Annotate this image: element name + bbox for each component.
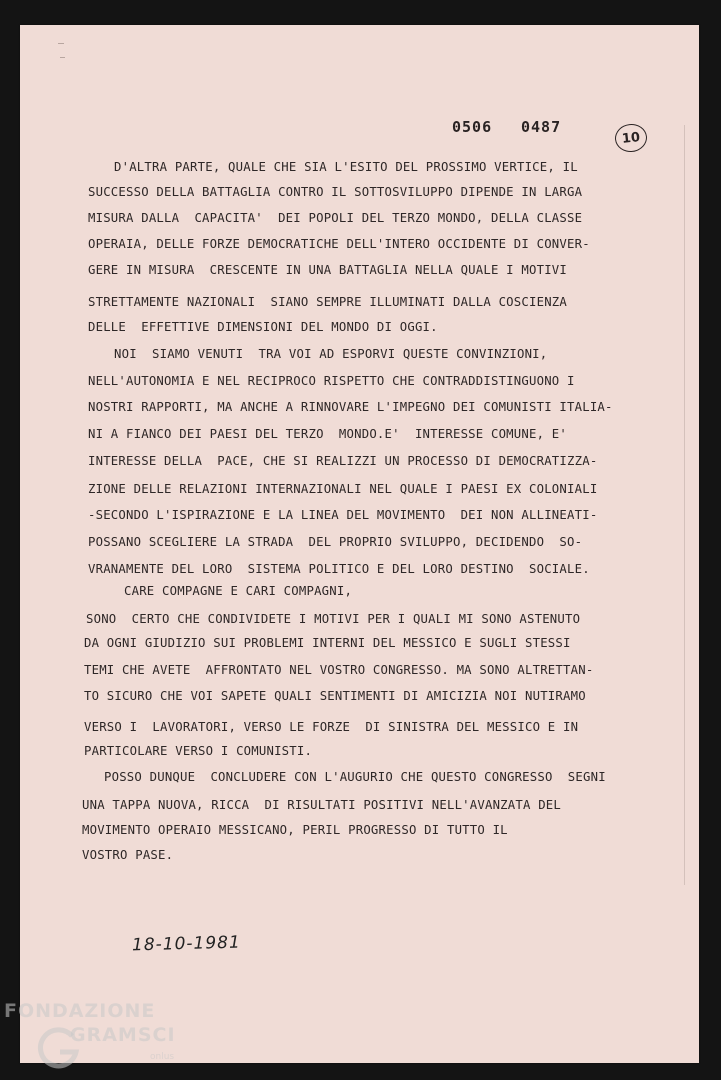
text-line: POSSO DUNQUE CONCLUDERE CON L'AUGURIO CHE QUESTO CONGRESSO SEGNI bbox=[104, 770, 606, 784]
text-line: NOI SIAMO VENUTI TRA VOI AD ESPORVI QUESTE CONVINZIONI, bbox=[114, 347, 548, 361]
text-line: VOSTRO PASE. bbox=[82, 848, 174, 862]
text-line: STRETTAMENTE NAZIONALI SIANO SEMPRE ILLUMINATI DALLA COSCIENZA bbox=[88, 295, 568, 309]
archive-code-left: 0506 bbox=[452, 118, 493, 136]
text-line: -SECONDO L'ISPIRAZIONE E LA LINEA DEL MOVIMENTO DEI NON ALLINEATI- bbox=[88, 508, 598, 522]
text-line: GERE IN MISURA CRESCENTE IN UNA BATTAGLIA NELLA QUALE I MOTIVI bbox=[88, 263, 568, 277]
text-line: POSSANO SCEGLIERE LA STRADA DEL PROPRIO SVILUPPO, DECIDENDO SO- bbox=[88, 535, 583, 549]
text-line: CARE COMPAGNE E CARI COMPAGNI, bbox=[124, 584, 353, 598]
text-line: SUCCESSO DELLA BATTAGLIA CONTRO IL SOTTOSVILUPPO DIPENDE IN LARGA bbox=[88, 185, 583, 199]
edge-mark bbox=[60, 57, 65, 58]
text-line: DA OGNI GIUDIZIO SUI PROBLEMI INTERNI DEL MESSICO E SUGLI STESSI bbox=[84, 636, 571, 650]
text-line: SONO CERTO CHE CONDIVIDETE I MOTIVI PER I QUALI MI SONO ASTENUTO bbox=[86, 612, 581, 626]
watermark-text: GRAMSCI bbox=[70, 1024, 176, 1046]
text-line: VERSO I LAVORATORI, VERSO LE FORZE DI SINISTRA DEL MESSICO E IN bbox=[84, 720, 579, 734]
text-line: DELLE EFFETTIVE DIMENSIONI DEL MONDO DI OGGI. bbox=[88, 320, 438, 334]
watermark-text: FONDAZIONE bbox=[4, 1000, 156, 1022]
text-line: VRANAMENTE DEL LORO SISTEMA POLITICO E DEL LORO DESTINO SOCIALE. bbox=[88, 562, 590, 576]
text-line: ZIONE DELLE RELAZIONI INTERNAZIONALI NEL QUALE I PAESI EX COLONIALI bbox=[88, 482, 598, 496]
circled-page-number: 10 bbox=[614, 122, 649, 153]
text-line: NI A FIANCO DEI PAESI DEL TERZO MONDO.E' INTERESSE COMUNE, E' bbox=[88, 427, 568, 441]
text-line: PARTICOLARE VERSO I COMUNISTI. bbox=[84, 744, 313, 758]
text-line: D'ALTRA PARTE, QUALE CHE SIA L'ESITO DEL PROSSIMO VERTICE, IL bbox=[114, 160, 578, 174]
text-line: NOSTRI RAPPORTI, MA ANCHE A RINNOVARE L'IMPEGNO DEI COMUNISTI ITALIA- bbox=[88, 400, 613, 414]
document-page bbox=[20, 25, 699, 1063]
text-line: MOVIMENTO OPERAIO MESSICANO, PERIL PROGRESSO DI TUTTO IL bbox=[82, 823, 508, 837]
text-line: UNA TAPPA NUOVA, RICCA DI RISULTATI POSITIVI NELL'AVANZATA DEL bbox=[82, 798, 562, 812]
text-line: OPERAIA, DELLE FORZE DEMOCRATICHE DELL'INTERO OCCIDENTE DI CONVER- bbox=[88, 237, 590, 251]
text-line: TEMI CHE AVETE AFFRONTATO NEL VOSTRO CONGRESSO. MA SONO ALTRETTAN- bbox=[84, 663, 594, 677]
watermark-text: onlus bbox=[150, 1052, 175, 1062]
text-line: NELL'AUTONOMIA E NEL RECIPROCO RISPETTO CHE CONTRADDISTINGUONO I bbox=[88, 374, 575, 388]
archive-code-right: 0487 bbox=[521, 118, 562, 136]
handwritten-date: 18-10-1981 bbox=[131, 932, 242, 956]
text-line: TO SICURO CHE VOI SAPETE QUALI SENTIMENTI DI AMICIZIA NOI NUTIRAMO bbox=[84, 689, 586, 703]
right-edge-fold bbox=[684, 125, 685, 885]
text-line: INTERESSE DELLA PACE, CHE SI REALIZZI UN PROCESSO DI DEMOCRATIZZA- bbox=[88, 454, 598, 468]
edge-mark bbox=[58, 43, 64, 44]
text-line: MISURA DALLA CAPACITA' DEI POPOLI DEL TERZO MONDO, DELLA CLASSE bbox=[88, 211, 583, 225]
watermark-logo bbox=[4, 1000, 194, 1078]
